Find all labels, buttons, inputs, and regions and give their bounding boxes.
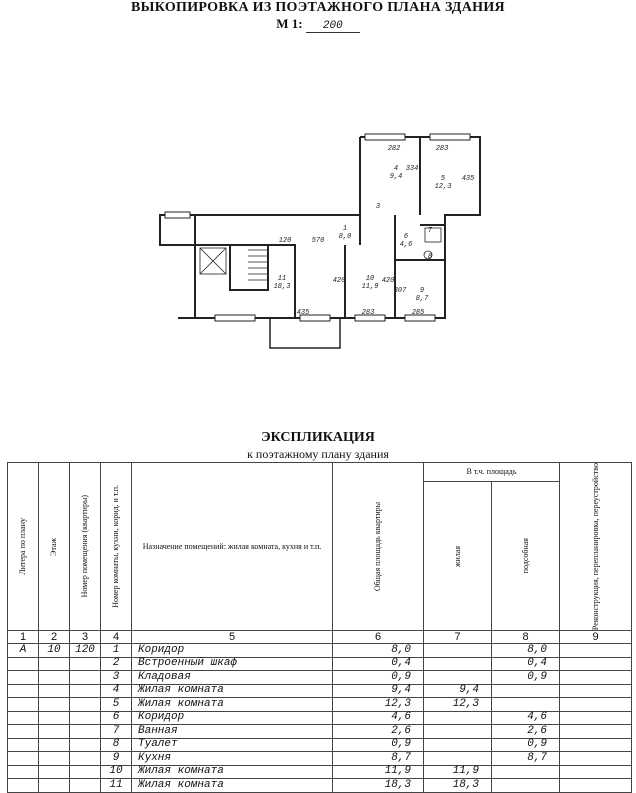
dimension-label: 282 [387,145,401,153]
cell-auxiliary [492,684,560,698]
cell-room-number: 4 [101,684,132,698]
cell-floor [39,779,70,793]
cell-apartment [70,711,101,725]
room-number-label: 7 [427,227,433,235]
cell-room-number: 10 [101,765,132,779]
cell-reconstruction [560,752,632,766]
cell-room-number: 11 [101,779,132,793]
cell-apartment [70,657,101,671]
cell-auxiliary [492,779,560,793]
cell-floor [39,752,70,766]
table-row [8,765,632,779]
cell-litera [8,657,39,671]
scale-line [0,16,636,33]
cell-litera: А [8,644,39,658]
dimension-label: 570 [311,237,325,245]
cell-living [424,752,492,766]
room-number-label: 9 [419,287,425,295]
room-number-label: 4 [393,165,399,173]
cell-litera [8,779,39,793]
cell-total: 9,4 [333,684,424,698]
cell-living: 12,3 [424,698,492,712]
cell-reconstruction [560,765,632,779]
cell-reconstruction [560,671,632,685]
cell-total: 12,3 [333,698,424,712]
dimension-label: 420 [332,277,346,285]
floor-plan [0,40,636,360]
explication-table [7,462,632,793]
table-row [8,752,632,766]
cell-apartment [70,752,101,766]
header-total-area: Общая площадь квартиры [333,463,424,631]
cell-total: 11,9 [333,765,424,779]
cell-living [424,671,492,685]
table-row [8,657,632,671]
table-row [8,725,632,739]
header-incl-area: В т.ч. площадь [424,463,560,482]
cell-auxiliary [492,765,560,779]
cell-living: 9,4 [424,684,492,698]
cell-litera [8,765,39,779]
room-area-label: 9,4 [389,173,403,181]
cell-total: 0,9 [333,671,424,685]
cell-total: 4,6 [333,711,424,725]
header-purpose: Назначение помещений: жилая комната, кухня и т.п. [132,463,333,631]
table-row [8,684,632,698]
cell-room-number: 8 [101,738,132,752]
cell-room-number: 9 [101,752,132,766]
table-row [8,711,632,725]
dimension-label: 307 [393,287,407,295]
cell-floor [39,765,70,779]
header-reconstruction: Реконструкция, перепланировка, переустройство [560,463,632,631]
cell-reconstruction [560,698,632,712]
cell-auxiliary: 8,7 [492,752,560,766]
room-area-label: 12,3 [434,183,452,191]
cell-living [424,725,492,739]
cell-purpose: Коридор [132,644,333,658]
room-number-label: 6 [403,233,409,241]
cell-purpose: Жилая комната [132,765,333,779]
cell-floor [39,711,70,725]
cell-room-number: 7 [101,725,132,739]
cell-litera [8,671,39,685]
room-area-label: 18,3 [273,283,291,291]
room-area-label: 11,9 [361,283,379,291]
cell-floor [39,671,70,685]
room-number-label: 1 [342,225,348,233]
cell-total: 8,7 [333,752,424,766]
cell-purpose: Встроенный шкаф [132,657,333,671]
room-area-label: 8,0 [338,233,352,241]
cell-purpose: Жилая комната [132,684,333,698]
cell-litera [8,711,39,725]
document-title: ВЫКОПИРОВКА ИЗ ПОЭТАЖНОГО ПЛАНА ЗДАНИЯ [131,0,505,15]
room-number-label: 10 [365,275,375,283]
cell-room-number: 5 [101,698,132,712]
header-litera: Литера по плану [8,463,39,631]
cell-floor: 10 [39,644,70,658]
explication-subtitle: к поэтажному плану здания [247,447,389,461]
room-number-label: 11 [277,275,287,283]
cell-floor [39,684,70,698]
cell-room-number: 1 [101,644,132,658]
room-area-label: 8,7 [415,295,429,303]
cell-apartment [70,671,101,685]
cell-living: 18,3 [424,779,492,793]
dimension-label: 283 [435,145,449,153]
cell-purpose: Кладовая [132,671,333,685]
column-numbers-row: 1 2 3 4 5 6 7 8 9 [8,631,632,644]
cell-auxiliary: 4,6 [492,711,560,725]
cell-purpose: Кухня [132,752,333,766]
cell-apartment [70,738,101,752]
cell-reconstruction [560,684,632,698]
cell-auxiliary [492,698,560,712]
cell-room-number: 6 [101,711,132,725]
cell-apartment [70,684,101,698]
cell-floor [39,738,70,752]
cell-total: 18,3 [333,779,424,793]
cell-total: 0,4 [333,657,424,671]
header-room-number: Номер комнаты, кухни, корид. и т.п. [101,463,132,631]
table-row [8,738,632,752]
dimension-label: 420 [381,277,395,285]
cell-auxiliary: 0,4 [492,657,560,671]
room-number-label: 8 [427,253,433,261]
cell-floor [39,725,70,739]
cell-reconstruction [560,644,632,658]
cell-reconstruction [560,725,632,739]
cell-auxiliary: 0,9 [492,738,560,752]
cell-living [424,657,492,671]
table-row [8,644,632,658]
cell-litera [8,738,39,752]
scale-value: 200 [306,20,360,33]
dimension-label: 120 [278,237,292,245]
cell-purpose: Жилая комната [132,698,333,712]
cell-auxiliary: 8,0 [492,644,560,658]
cell-total: 8,0 [333,644,424,658]
cell-living [424,738,492,752]
cell-litera [8,684,39,698]
cell-total: 2,6 [333,725,424,739]
scale-label: М 1: [276,16,303,31]
dimension-label: 283 [361,309,375,317]
dimension-label: 334 [405,165,419,173]
table-row [8,779,632,793]
cell-auxiliary: 0,9 [492,671,560,685]
table-row [8,671,632,685]
cell-room-number: 2 [101,657,132,671]
cell-litera [8,725,39,739]
dimension-label: 435 [461,175,475,183]
cell-litera [8,752,39,766]
cell-auxiliary: 2,6 [492,725,560,739]
cell-living: 11,9 [424,765,492,779]
cell-reconstruction [560,657,632,671]
header-living: жилая [424,482,492,631]
header-floor: Этаж [39,463,70,631]
cell-apartment [70,698,101,712]
dimension-label: 435 [296,309,310,317]
cell-living [424,711,492,725]
header-auxiliary: подсобная [492,482,560,631]
cell-apartment [70,779,101,793]
header-apt-number: Номер помещения (квартиры) [70,463,101,631]
table-row [8,698,632,712]
cell-apartment [70,765,101,779]
cell-total: 0,9 [333,738,424,752]
cell-purpose: Ванная [132,725,333,739]
cell-room-number: 3 [101,671,132,685]
cell-living [424,644,492,658]
cell-floor [39,698,70,712]
dimension-label: 285 [411,309,425,317]
room-number-label: 3 [375,203,381,211]
cell-litera [8,698,39,712]
cell-reconstruction [560,711,632,725]
room-number-label: 5 [440,175,446,183]
cell-floor [39,657,70,671]
cell-apartment: 120 [70,644,101,658]
cell-purpose: Жилая комната [132,779,333,793]
explication-title: ЭКСПЛИКАЦИЯ [261,430,375,445]
cell-purpose: Коридор [132,711,333,725]
cell-reconstruction [560,738,632,752]
cell-apartment [70,725,101,739]
cell-reconstruction [560,779,632,793]
room-area-label: 4,6 [399,241,413,249]
cell-purpose: Туалет [132,738,333,752]
